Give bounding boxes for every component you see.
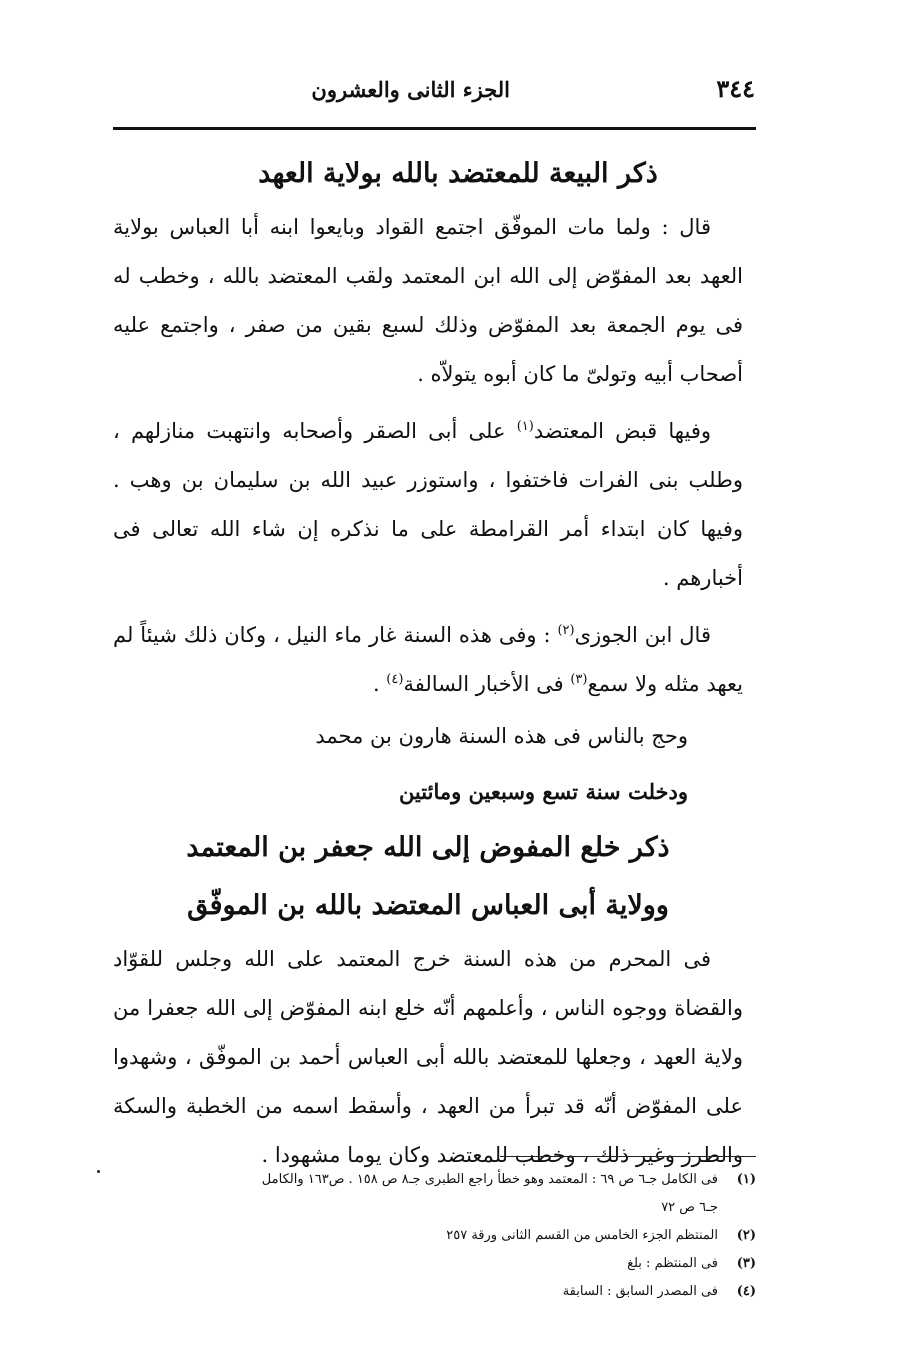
- section-heading-deposition-line2: وولاية أبى العباس المعتضد بالله بن الموفّق: [187, 890, 669, 921]
- paragraph-arrests: [113, 407, 743, 603]
- paragraph-nile: [113, 611, 743, 709]
- paragraph-bay-a: قال : ولما مات الموفّق اجتمع القواد وبايعوا ابنه أبا العباس بولاية العهد بعد المفوّض إلى الله ابن المعتمد ولقب المعتضد بالله ، وخطب له فى يوم الجمعة بعد المفوّض وذلك لسبع بقين من صفر ، واجتمع عليه أصحاب أبيه وتولىّ ما كان أبوه يتولاّه .: [113, 215, 743, 386]
- footnote-ref-2: (٢): [557, 623, 575, 638]
- section-heading-deposition-line1: ذكر خلع المفوض إلى الله جعفر بن المعتمد: [186, 832, 670, 863]
- footnote-3: [113, 1250, 756, 1278]
- footnote-text: فى الكامل جـ٦ ص ٦٩ : المعتمد وهو خطأ راجع الطبرى جـ٨ ص ١٥٨ . ص١٦٣ والكامل: [261, 1172, 718, 1187]
- footnote-ref-3: (٣): [570, 672, 588, 687]
- paragraph-nile-d: .: [372, 672, 387, 696]
- paragraph-nile-a: قال ابن الجوزى: [574, 623, 711, 647]
- footnote-ref-1: (١): [516, 419, 534, 434]
- paragraph-arrests-rest: على أبى الصقر وأصحابه وانتهبت منازلهم ، وطلب بنى الفرات فاختفوا ، واستوزر عبيد الله بن سليمان بن وهب . وفيها كان ابتداء أمر القرامطة على ما نذكره إن شاء الله تعالى فى أخبارهم .: [113, 419, 743, 590]
- footnote-text: فى المصدر السابق : السابقة: [562, 1284, 718, 1299]
- footnote-number: (٢): [736, 1228, 756, 1243]
- footnote-text: المنتظم الجزء الخامس من القسم الثانى ورقة ٢٥٧: [446, 1228, 718, 1243]
- paragraph-deposition: فى المحرم من هذه السنة خرج المعتمد على الله وجلس للقوّاد والقضاة ووجوه الناس ، وأعلمهم أنّه خلع ابنه المفوّض إلى الله جعفرا من ولاية العهد ، وجعلها للمعتضد بالله أبى العباس أحمد بن الموفّق ، وشهدوا على المفوّض أنّه قد تبرأ من العهد ، وأسقط اسمه من الخطبة والسكة والطرز وغير ذلك ، وخطب للمعتضد وكان يوما مشهودا .: [113, 947, 743, 1167]
- footnote-1-continuation: جـ٦ ص ٧٢: [661, 1200, 718, 1215]
- footnotes: [113, 1166, 756, 1306]
- header-rule: [113, 127, 756, 130]
- page-number: ٣٤٤: [716, 74, 755, 103]
- footnote-2: [113, 1222, 756, 1250]
- running-title: الجزء الثانى والعشرون: [311, 77, 510, 102]
- footnote-4: [113, 1278, 756, 1306]
- section-heading-bay-a: ذكر البيعة للمعتضد بالله بولاية العهد: [258, 158, 658, 189]
- footnote-text: فى المنتظم : بلغ: [627, 1256, 718, 1271]
- page-header: [115, 74, 755, 114]
- paragraph-nile-c: فى الأخبار السالفة: [403, 672, 571, 696]
- footnote-number: (١): [736, 1172, 756, 1187]
- footnote-rule: [500, 1156, 756, 1157]
- paragraph-nile-b: : وفى هذه السنة غار ماء النيل ، وكان ذلك شيئاً لم يعهد مثله ولا سمع: [113, 623, 743, 696]
- footnote-number: (٤): [736, 1284, 756, 1299]
- footnote-1: [113, 1166, 756, 1194]
- paragraph-arrests-start: وفيها قبض المعتضد: [533, 419, 711, 443]
- page-body: [113, 145, 743, 1180]
- stray-dot: [97, 1170, 100, 1173]
- footnote-ref-4: (٤): [386, 672, 404, 687]
- year-line: ودخلت سنة تسع وسبعين ومائتين: [398, 779, 688, 804]
- footnote-number: (٣): [736, 1256, 756, 1271]
- hajj-line: وحج بالناس فى هذه السنة هارون بن محمد: [315, 724, 688, 748]
